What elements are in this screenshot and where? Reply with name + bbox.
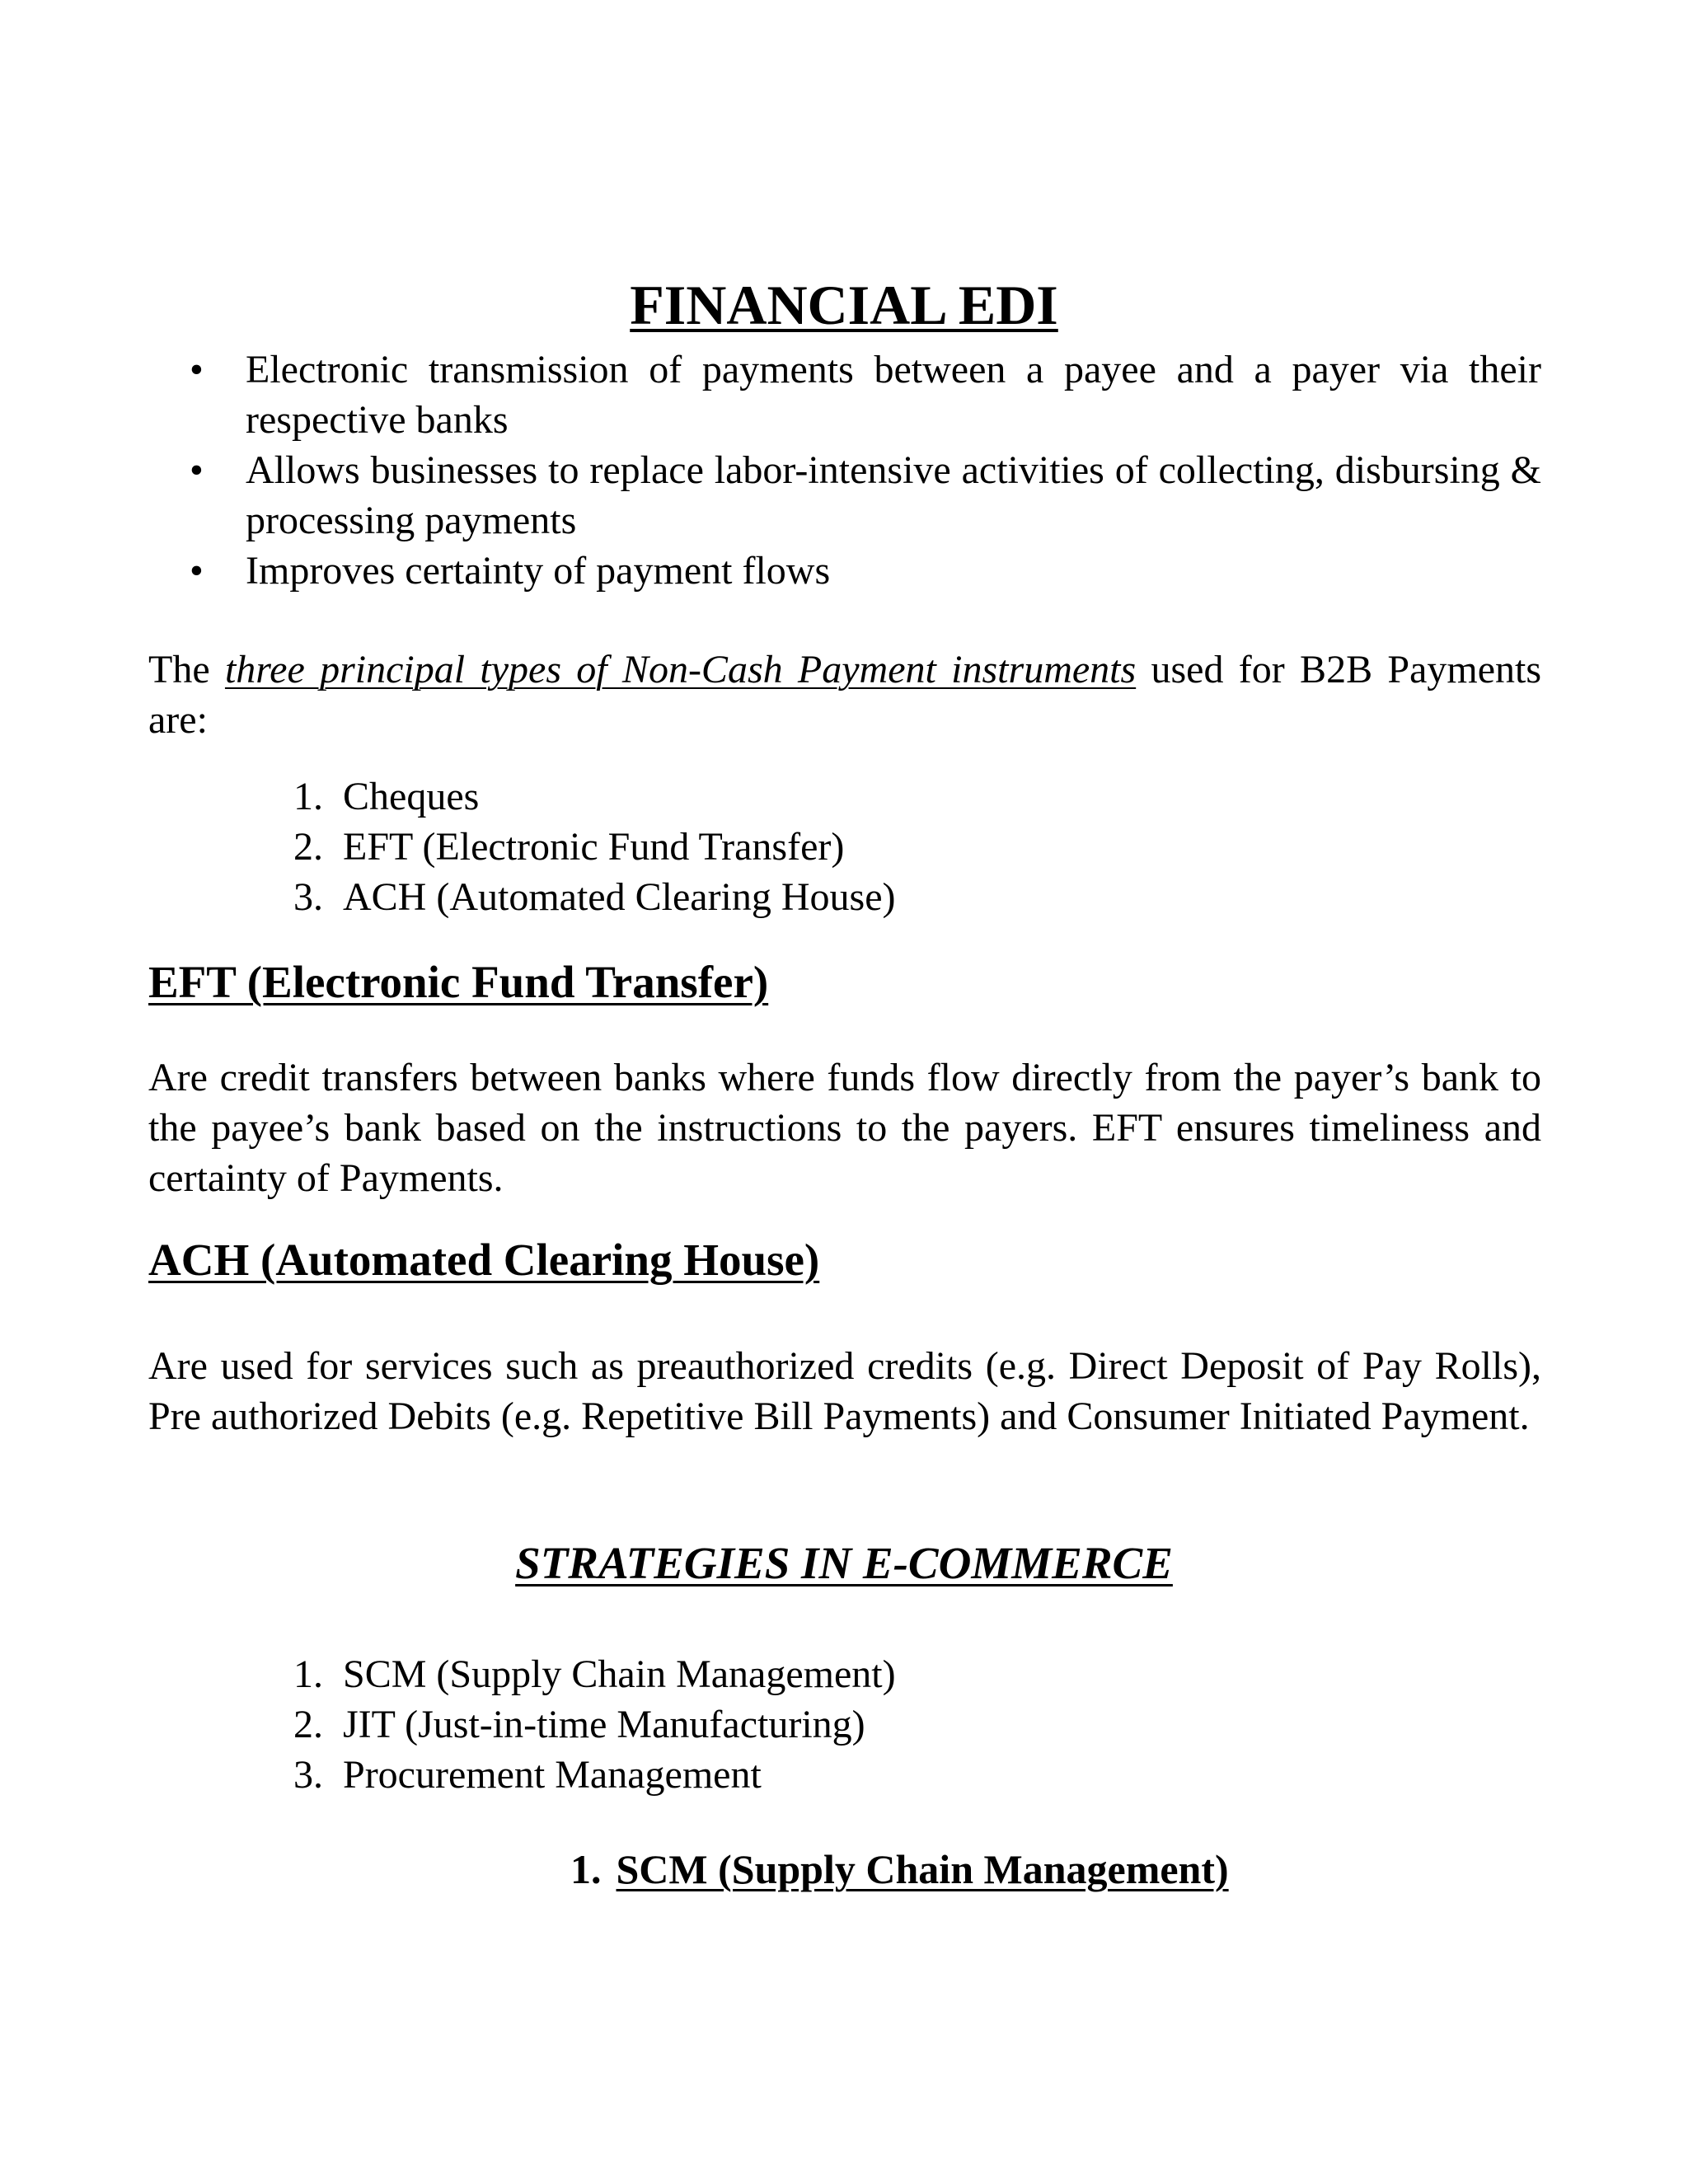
eft-paragraph: Are credit transfers between banks where funds flow directly from the payer’s bank to the payee’s bank based on the instructions to the payers. EFT ensures timeliness and certainty of Payments. bbox=[148, 1056, 1541, 1200]
bullet-item: • Allows businesses to replace labor-intensive activities of collecting, disbursing & processing payments bbox=[190, 445, 1541, 546]
ach-heading: ACH (Automated Clearing House) bbox=[148, 1235, 820, 1285]
edi-bullet-list bbox=[190, 344, 1541, 596]
bullet-icon: • bbox=[190, 348, 204, 391]
intro-emphasis: three principal types of Non-Cash Payment instruments bbox=[224, 648, 1137, 691]
list-item: 3. ACH (Automated Clearing House) bbox=[293, 875, 896, 919]
list-item: 1. SCM (Supply Chain Management) bbox=[293, 1652, 896, 1696]
list-item: 1. Cheques bbox=[293, 775, 480, 818]
scm-subheading: 1. SCM (Supply Chain Management) bbox=[570, 1846, 1229, 1892]
strategies-heading: STRATEGIES IN E-COMMERCE bbox=[515, 1538, 1173, 1588]
eft-heading: EFT (Electronic Fund Transfer) bbox=[148, 957, 769, 1007]
payment-types-list bbox=[293, 771, 896, 922]
page-title: FINANCIAL EDI bbox=[630, 274, 1058, 336]
bullet-icon: • bbox=[190, 549, 204, 593]
bullet-item: • Improves certainty of payment flows bbox=[190, 546, 1541, 596]
bullet-item: • Electronic transmission of payments between a payee and a payer via their respective banks bbox=[190, 344, 1541, 445]
intro-paragraph: The three principal types of Non-Cash Payment instruments used for B2B Payments are: bbox=[148, 648, 1542, 742]
bullet-icon: • bbox=[190, 448, 204, 492]
ach-paragraph: Are used for services such as preauthorized credits (e.g. Direct Deposit of Pay Rolls), Pre authorized Debits (e.g. Repetitive Bill Payments) and Consumer Initiated Payment. bbox=[148, 1344, 1541, 1438]
list-item: 2. JIT (Just-in-time Manufacturing) bbox=[293, 1703, 865, 1746]
list-item: 3. Procurement Management bbox=[293, 1753, 762, 1797]
list-item: 2. EFT (Electronic Fund Transfer) bbox=[293, 825, 845, 869]
strategies-list bbox=[293, 1649, 896, 1800]
